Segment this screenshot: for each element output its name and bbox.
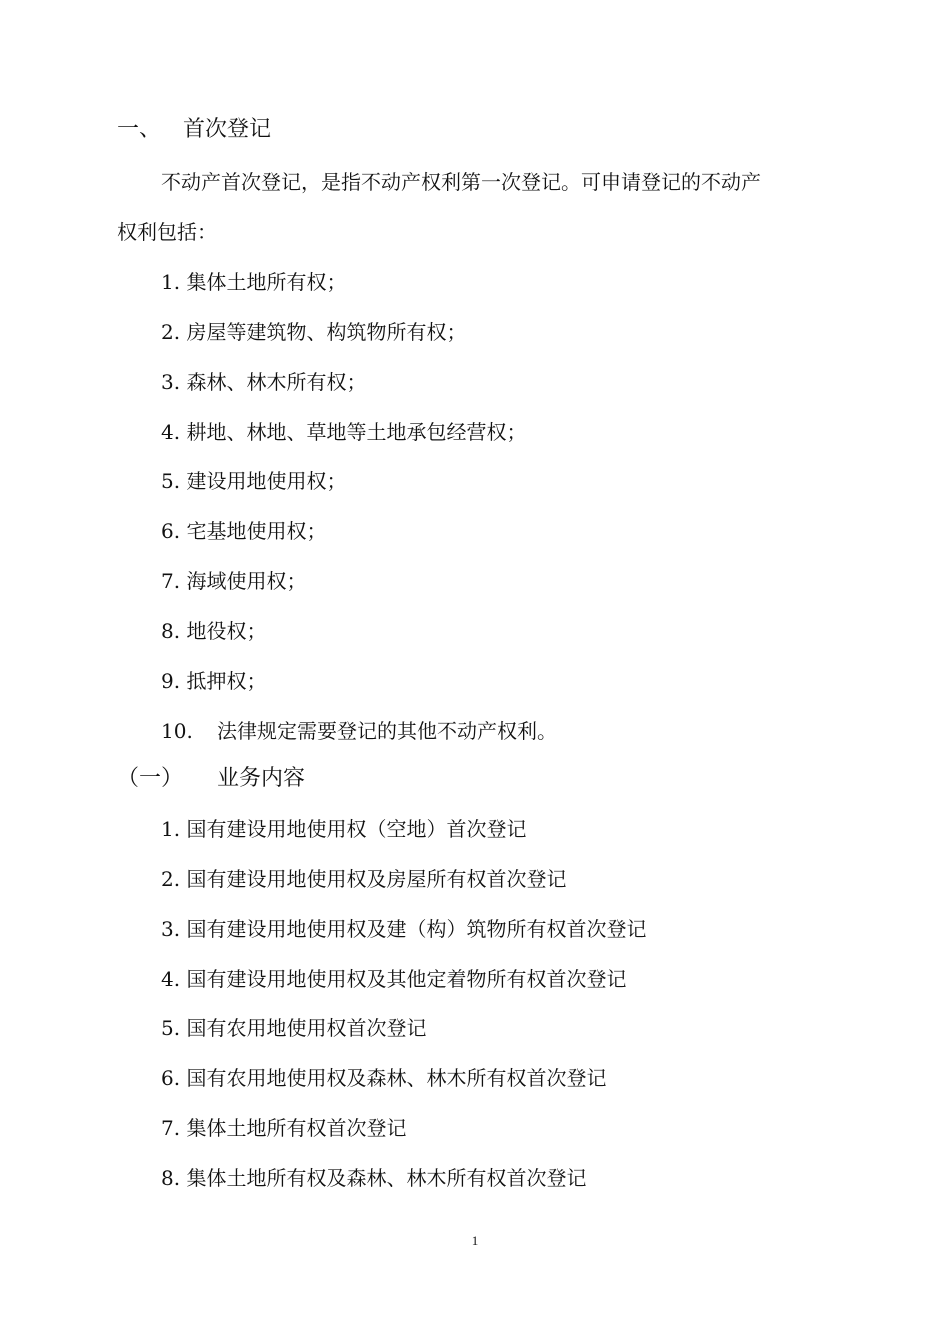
section-number: 一、 bbox=[117, 117, 162, 142]
page-number: 1 bbox=[471, 1233, 479, 1248]
list-item: 9. 抵押权； bbox=[161, 669, 267, 693]
list-item: 8. 地役权； bbox=[161, 619, 267, 643]
business-item: 4. 国有建设用地使用权及其他定着物所有权首次登记 bbox=[161, 967, 627, 991]
subsection-title: 业务内容 bbox=[217, 766, 306, 791]
list-item-text: 法律规定需要登记的其他不动产权利。 bbox=[217, 719, 557, 743]
list-item: 4. 耕地、林地、草地等土地承包经营权； bbox=[161, 420, 527, 444]
list-item: 2. 房屋等建筑物、构筑物所有权； bbox=[161, 320, 467, 344]
business-item: 6. 国有农用地使用权及森林、林木所有权首次登记 bbox=[161, 1066, 607, 1090]
business-item: 1. 国有建设用地使用权（空地）首次登记 bbox=[161, 817, 527, 841]
section-title: 首次登记 bbox=[183, 117, 272, 142]
business-item: 3. 国有建设用地使用权及建（构）筑物所有权首次登记 bbox=[161, 917, 647, 941]
list-item: 5. 建设用地使用权； bbox=[161, 469, 347, 493]
list-item: 1. 集体土地所有权； bbox=[161, 270, 347, 294]
list-item: 6. 宅基地使用权； bbox=[161, 519, 327, 543]
list-item: 3. 森林、林木所有权； bbox=[161, 370, 367, 394]
list-item: 7. 海域使用权； bbox=[161, 569, 307, 593]
business-item: 2. 国有建设用地使用权及房屋所有权首次登记 bbox=[161, 867, 567, 891]
intro-line-2: 权利包括： bbox=[117, 220, 217, 244]
business-item: 8. 集体土地所有权及森林、林木所有权首次登记 bbox=[161, 1166, 587, 1190]
business-item: 7. 集体土地所有权首次登记 bbox=[161, 1116, 407, 1140]
subsection-number: （一） bbox=[117, 766, 184, 791]
list-item-number: 10. bbox=[161, 719, 193, 743]
business-item: 5. 国有农用地使用权首次登记 bbox=[161, 1016, 427, 1040]
intro-line-1: 不动产首次登记，是指不动产权利第一次登记。可申请登记的不动产 bbox=[161, 170, 761, 194]
